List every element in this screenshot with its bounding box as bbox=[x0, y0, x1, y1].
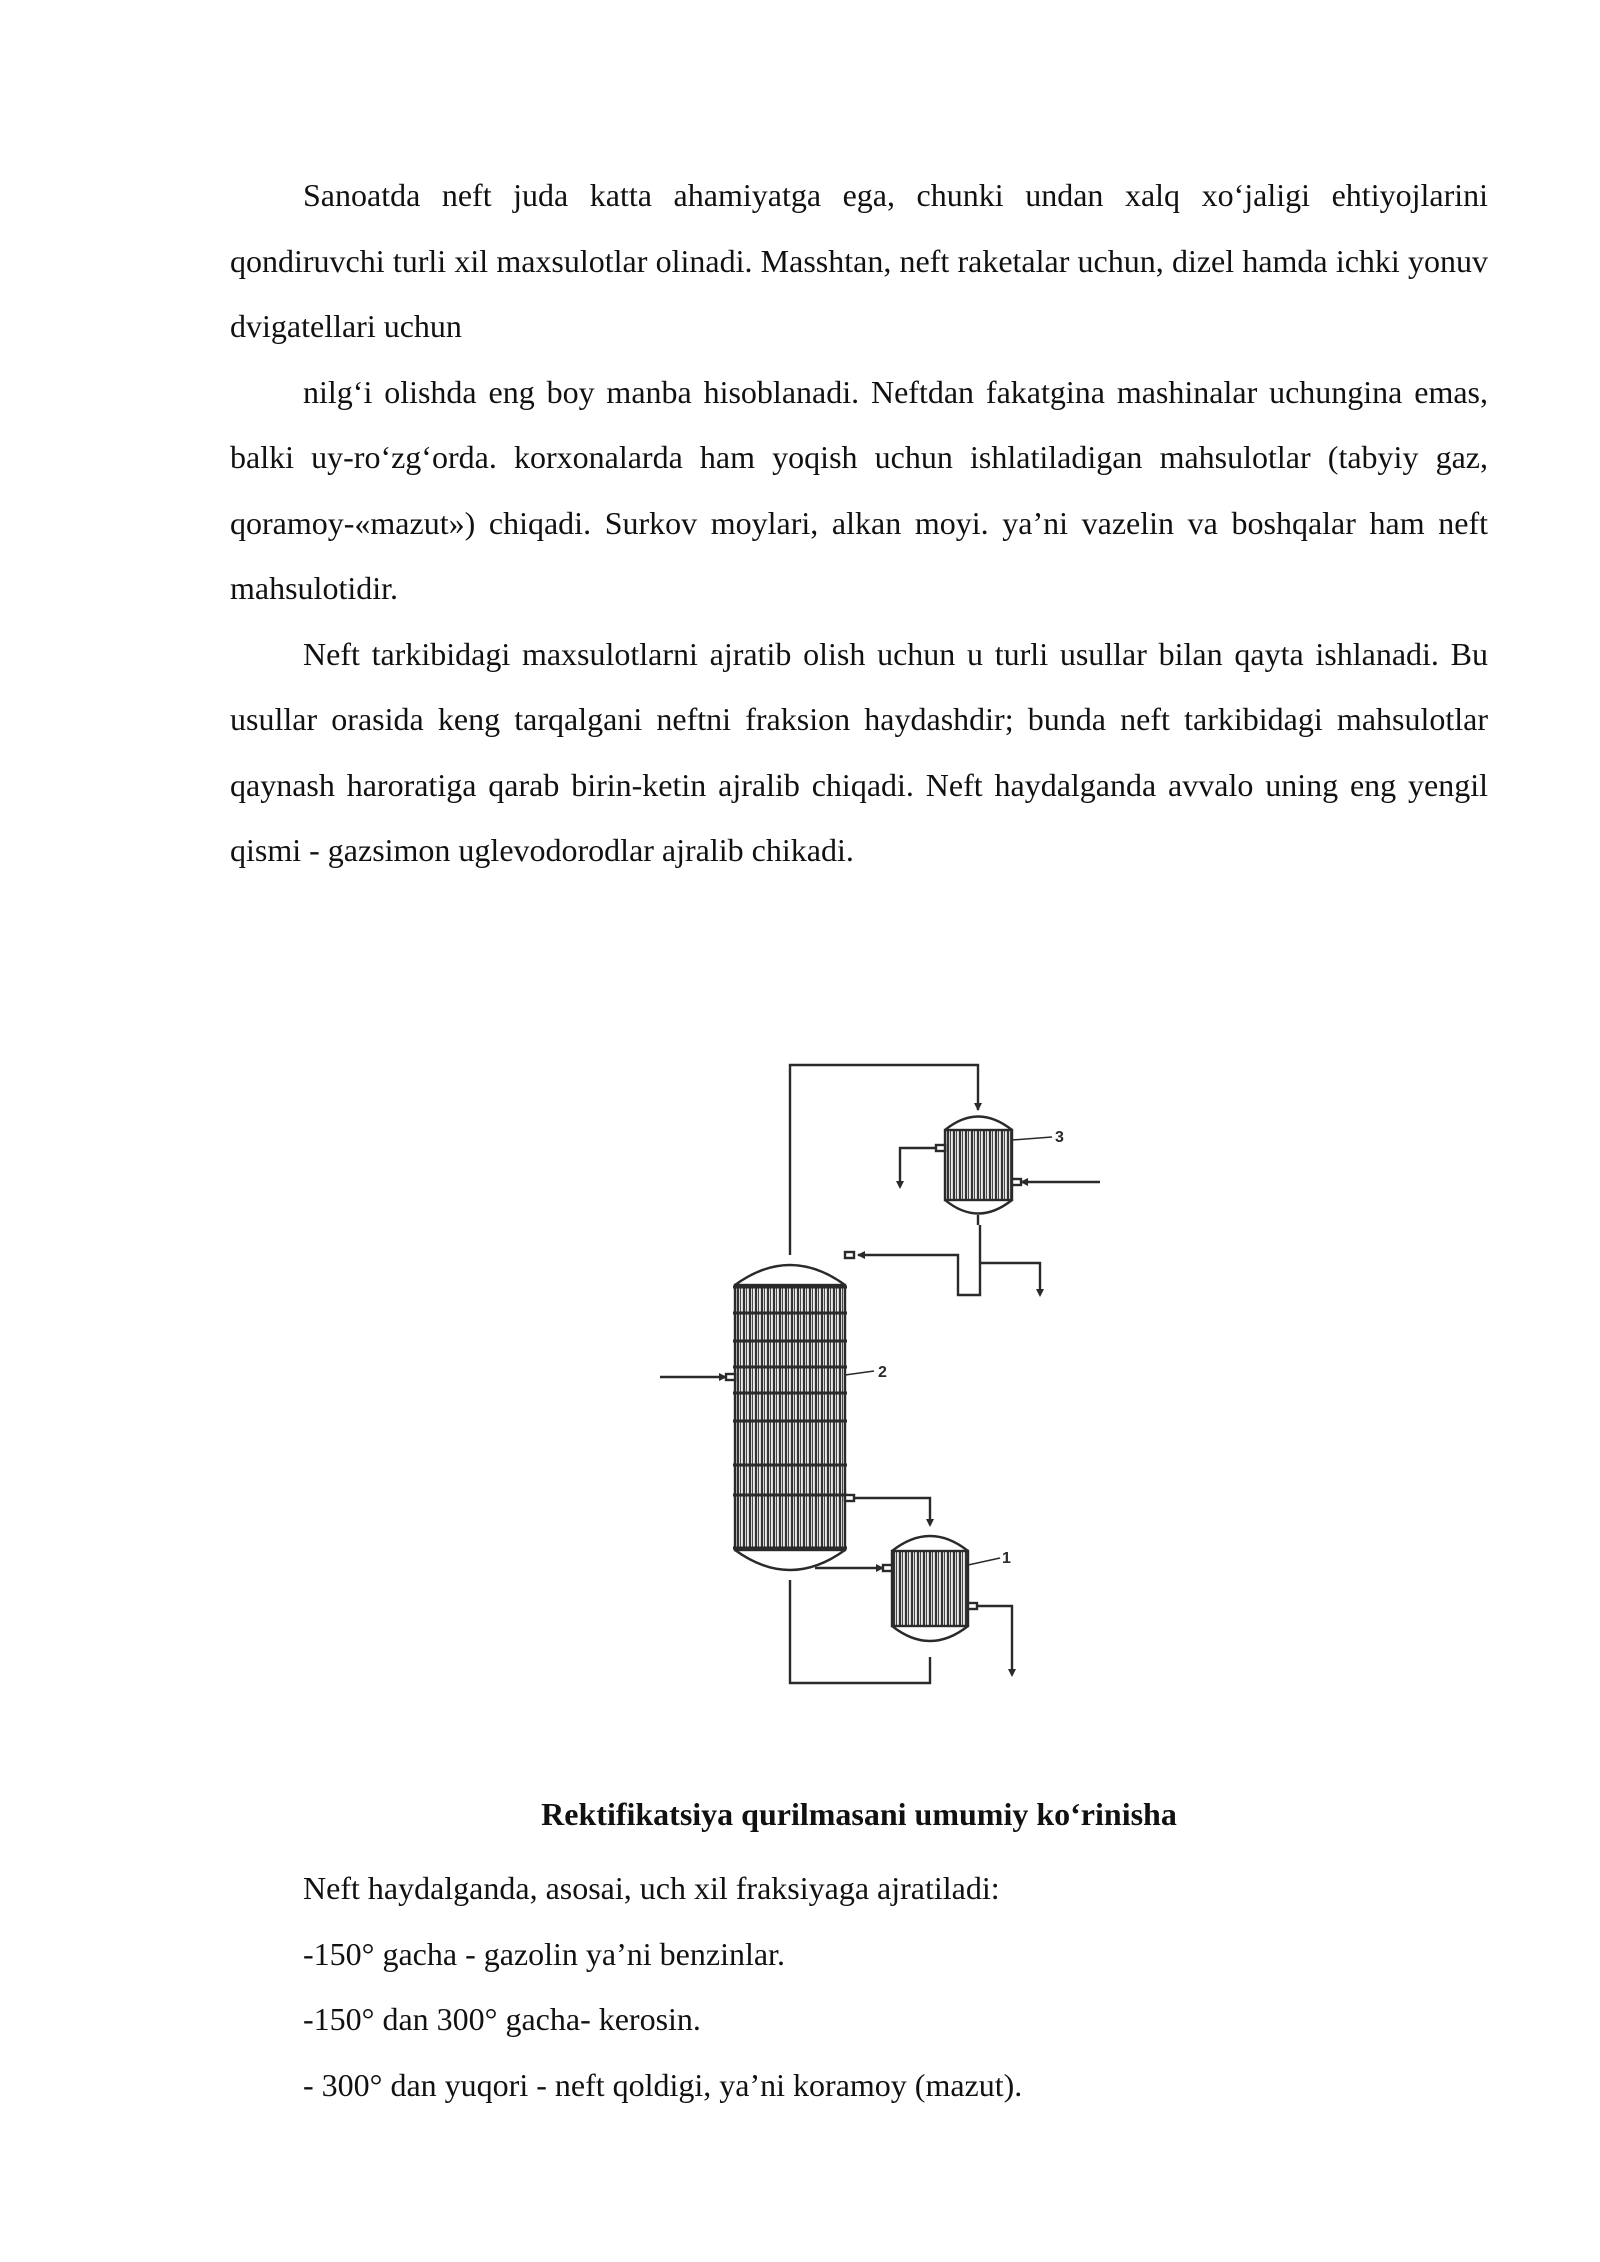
paragraph-1a: Sanoatda neft juda katta ahamiyatga ega, chunki undan xalq xo‘jaligi ehtiyojlarini qondiruvchi turli xil maxsulotlar olinadi. Masshtan, neft raketalar uchun, dizel hamda ichki yonuv dvigatellari uchun bbox=[230, 177, 1488, 344]
label-1: 1 bbox=[1002, 1550, 1011, 1567]
list-item: - 300° dan yuqori - neft qoldigi, ya’ni koramoy (mazut). bbox=[303, 2066, 1023, 2103]
body-text bbox=[230, 163, 1488, 884]
list-item: -150° dan 300° gacha- kerosin. bbox=[303, 2001, 701, 2037]
fractions-list bbox=[303, 1856, 1022, 2118]
condenser-3 bbox=[936, 1117, 1021, 1226]
boiler-1 bbox=[883, 1536, 977, 1641]
paragraph-2: Neft tarkibidagi maxsulotlarni ajratib olish uchun u turli usullar bilan qayta ishlanadi. Bu usullar orasida keng tarqalgani neftni fraksion haydashdir; bunda neft tarkibidagi mahsulotlar qaynash haroratiga qarab birin-ketin ajralib chiqadi. Neft haydalganda avvalo uning eng yengil qismi - gazsimon uglevodorodlar ajralib chikadi. bbox=[230, 635, 1488, 868]
paragraph-1b: nilg‘i olishda eng boy manba hisoblanadi. Neftdan fakatgina mashinalar uchungina emas, balki uy-ro‘zg‘orda. korxonalarda ham yoqish uchun ishlatiladigan mahsulotlar (tabyiy gaz, qoramoy-«mazut») chiqadi. Surkov moylari, alkan moyi. ya’ni vazelin va boshqalar ham neft mahsulotidir. bbox=[230, 373, 1488, 606]
label-2: 2 bbox=[878, 1364, 887, 1381]
rectification-diagram bbox=[640, 1055, 1120, 1705]
figure-caption: Rektifikatsiya qurilmasani umumiy ko‘rinisha bbox=[541, 1796, 1177, 1832]
list-intro: Neft haydalganda, asosai, uch xil fraksiyaga ajratiladi: bbox=[303, 1870, 1000, 1906]
column-2 bbox=[726, 1252, 854, 1570]
label-3: 3 bbox=[1055, 1129, 1064, 1146]
list-item: -150° gacha - gazolin ya’ni benzinlar. bbox=[303, 1935, 785, 1972]
